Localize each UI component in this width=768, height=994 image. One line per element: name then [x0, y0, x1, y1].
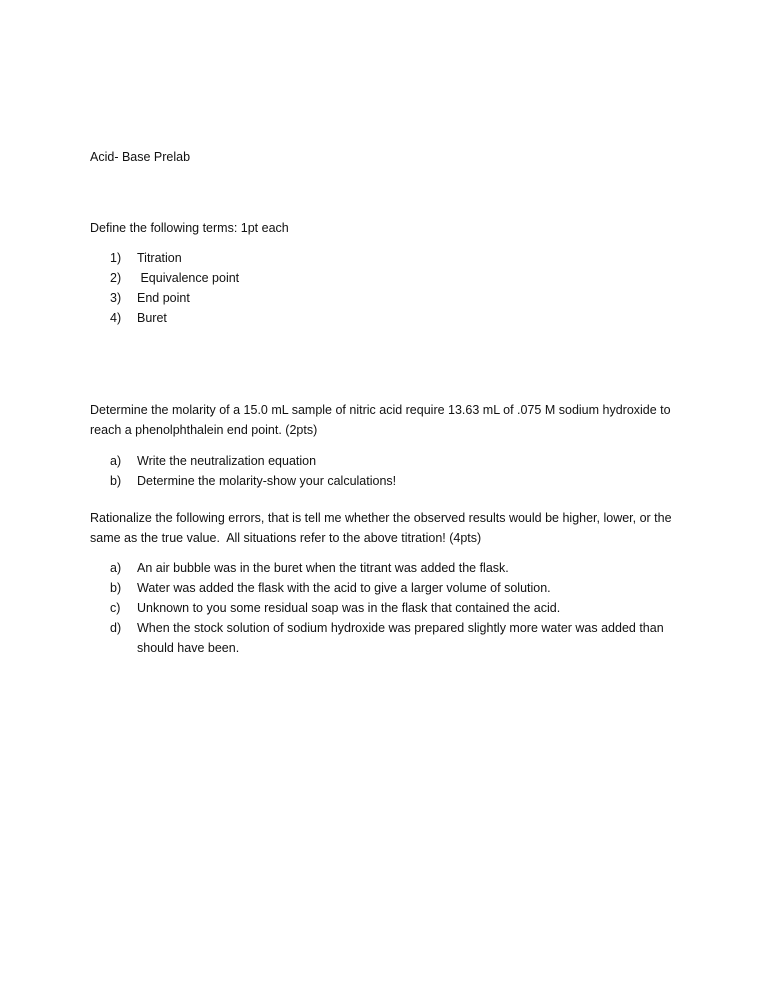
list-marker: a) — [110, 561, 122, 575]
list-item — [110, 308, 690, 328]
terms-list — [110, 248, 690, 328]
term-text: End point — [137, 291, 190, 305]
list-marker: d) — [110, 621, 122, 635]
list-marker: a) — [110, 454, 122, 468]
list-marker: 1) — [110, 251, 122, 265]
errors-list — [110, 558, 690, 658]
list-marker: 2) — [110, 271, 122, 285]
rationalize-question: Rationalize the following errors, that is tell me whether the observed results would be higher, lower, or the same as the true value. All situations refer to the above titration! (4pts) — [90, 511, 676, 545]
list-item — [110, 451, 690, 471]
list-item — [110, 558, 690, 578]
list-marker: c) — [110, 601, 121, 615]
list-marker: b) — [110, 581, 122, 595]
part-text: Determine the molarity-show your calculations! — [137, 474, 397, 488]
error-text: An air bubble was in the buret when the titrant was added the flask. — [137, 561, 509, 575]
list-item — [110, 618, 690, 658]
molarity-question: Determine the molarity of a 15.0 mL sample of nitric acid require 13.63 mL of .075 M sodium hydroxide to reach a phenolphthalein end point. (2pts) — [90, 403, 671, 437]
error-text: Water was added the flask with the acid to give a larger volume of solution. — [137, 581, 551, 595]
list-item — [110, 288, 690, 308]
error-text: When the stock solution of sodium hydroxide was prepared slightly more water was added than should have been. — [137, 621, 664, 655]
list-item — [110, 268, 690, 288]
list-item — [110, 248, 690, 268]
molarity-parts-list — [110, 451, 690, 491]
list-item — [110, 471, 690, 491]
term-text: Titration — [137, 251, 182, 265]
list-marker: b) — [110, 474, 122, 488]
term-text: Buret — [137, 311, 167, 325]
list-item — [110, 598, 690, 618]
error-text: Unknown to you some residual soap was in the flask that contained the acid. — [137, 601, 561, 615]
list-marker: 4) — [110, 311, 122, 325]
list-item — [110, 578, 690, 598]
document-title: Acid- Base Prelab — [90, 150, 191, 164]
define-terms-heading: Define the following terms: 1pt each — [90, 221, 289, 235]
part-text: Write the neutralization equation — [137, 454, 317, 468]
term-text: Equivalence point — [137, 271, 240, 285]
list-marker: 3) — [110, 291, 122, 305]
